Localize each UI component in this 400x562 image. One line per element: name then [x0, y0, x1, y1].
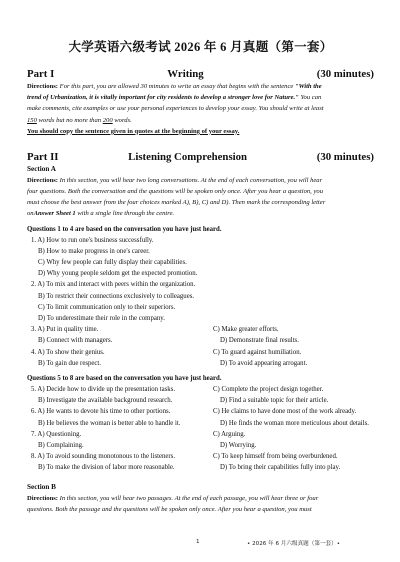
part1-dir-text-b: You can	[298, 94, 322, 102]
q7-option-a: 7. A) Questioning.	[31, 430, 82, 438]
q4-row-1	[27, 347, 374, 358]
q5-row-1	[27, 384, 374, 395]
q8-option-a: 8. A) To avoid sounding monotonous to the listeners.	[31, 453, 176, 461]
q6-option-a: 6. A) He wants to devote his time to other portions.	[31, 408, 171, 416]
part1-header	[27, 68, 374, 81]
q3-option-a: 3. A) Put in quality time.	[31, 326, 99, 334]
part2-name: Listening Comprehension	[128, 150, 248, 163]
q5-option-c: C) Complete the project design together.	[213, 386, 324, 394]
questions-5-8-heading: Questions 5 to 8 are based on the conversation you have just heard.	[27, 375, 222, 383]
document-title: 大学英语六级考试 2026 年 6 月真题（第一套）	[68, 40, 333, 54]
section-b-directions	[27, 493, 374, 515]
q2-option-c: C) To limit communication only to their superiors.	[38, 303, 176, 311]
q5-option-b: B) Investigate the available background research.	[38, 397, 173, 405]
q1-option-d: D) Why young people seldom get the expected promotion.	[38, 270, 198, 278]
word-max: 200	[102, 116, 113, 124]
part1-dir-text-a: For this part, you are allowed 30 minutes to write an essay that begins with the sentence	[58, 83, 295, 90]
part1-number: Part I	[27, 68, 55, 80]
q3-option-b: B) Connect with managers.	[38, 337, 113, 345]
directions-label: Directions:	[27, 494, 59, 502]
q6-row-1	[27, 406, 374, 417]
q2-option-d: D) To underestimate their role in the company.	[38, 315, 165, 323]
q8-row-2	[27, 462, 374, 473]
q5-option-a: 5. A) Decide how to divide up the presentation tasks.	[31, 386, 176, 394]
part1-name: Writing	[167, 68, 204, 80]
dirA-line-3: must choose the best answer from the four choices marked A), B), C) and D). Then mark the corresponding letter	[27, 199, 326, 207]
part2-header	[27, 151, 374, 164]
directions-label: Directions:	[27, 176, 59, 184]
part1-dir-end: words.	[112, 116, 132, 124]
part2-time: (30 minutes)	[316, 150, 374, 163]
dirA-line-4a: on	[27, 210, 34, 218]
q4-option-b: B) To gain due respect.	[38, 359, 102, 367]
part1-dir-mid: words but no more than	[36, 116, 103, 124]
q4-option-a: 4. A) To show their genius.	[31, 348, 105, 356]
part1-directions	[27, 81, 374, 126]
section-b-heading: Section B	[27, 482, 56, 491]
q8-option-b: B) To make the division of labor more reasonable.	[38, 464, 175, 472]
q5-row-2	[27, 395, 374, 406]
dirB-line-1: In this section, you will hear two passages. At the end of each passage, you will hear three or four	[58, 494, 319, 502]
q3-option-c: C) Make greater efforts.	[213, 326, 279, 334]
quote-line-2: trend of Urbanization, it is vitally important for city residents to develop a stronger love for Nature."	[27, 94, 299, 102]
q4-option-d: D) To avoid appearing arrogant.	[220, 359, 308, 367]
q7-option-d: D) Worrying.	[220, 442, 257, 450]
q7-option-c: C) Arguing.	[213, 430, 246, 438]
footer-text: • 2026 年 6 月六级真题（第一套）•	[247, 541, 341, 547]
answer-sheet-ref: Answer Sheet 1	[33, 210, 76, 218]
q2-option-b: B) To restrict their connections exclusively to colleagues.	[38, 292, 195, 300]
q6-option-d: D) He finds the woman more meticulous about details.	[220, 419, 369, 427]
dirA-line-1: In this section, you will hear two long conversations. At the end of each conversation, you will hear	[58, 176, 323, 184]
q7-row-2	[27, 440, 374, 451]
q4-option-c: C) To guard against humiliation.	[213, 348, 302, 356]
questions-1-4-heading: Questions 1 to 4 are based on the conversation you have just heard.	[27, 225, 222, 233]
dirB-line-2: questions. Both the passage and the questions will be spoken only once. After you hear a question, you must	[27, 505, 312, 513]
section-a-directions	[27, 175, 374, 220]
part1-dir-line-3: make comments, cite examples or use your personal experiences to develop your essay. You should write at least	[27, 105, 324, 113]
q6-option-c: C) He claims to have done most of the work already.	[213, 408, 357, 416]
q5-option-d: D) Find a suitable topic for their article.	[220, 397, 329, 405]
part1-time: (30 minutes)	[316, 68, 374, 80]
word-min: 150	[27, 116, 37, 124]
q3-row-1	[27, 324, 374, 335]
section-a-heading: Section A	[27, 164, 56, 173]
q2-option-a: 2. A) To mix and interact with peers within the organization.	[31, 281, 196, 289]
q4-row-2	[27, 358, 374, 369]
q6-row-2	[27, 418, 374, 429]
q3-row-2	[27, 335, 374, 346]
copy-sentence-note: You should copy the sentence given in quotes at the beginning of your essay.	[27, 127, 240, 135]
q1-option-b: B) How to make progress in one's career.	[38, 247, 150, 255]
part2-number: Part II	[27, 150, 59, 163]
q1-option-a: 1. A) How to run one's business successfully.	[31, 236, 154, 244]
q6-option-b: B) He believes the woman is better able to handle it.	[38, 419, 181, 427]
q8-option-d: D) To bring their capabilities fully into play.	[220, 464, 341, 472]
page-number: 1	[196, 539, 200, 545]
q3-option-d: D) Demonstrate final results.	[220, 337, 299, 345]
q8-row-1	[27, 451, 374, 462]
directions-label: Directions:	[27, 83, 59, 90]
q7-row-1	[27, 429, 374, 440]
q8-option-c: C) To keep himself from being overburdened.	[213, 453, 338, 461]
dirA-line-2: four questions. Both the conversation and the questions will be spoken only once. After you hear a question, you	[27, 188, 324, 196]
dirA-line-4b: with a single line through the centre.	[75, 210, 175, 218]
q7-option-b: B) Complaining.	[38, 442, 84, 450]
q1-option-c: C) Why few people can fully display their capabilities.	[38, 259, 187, 267]
quote-line-1: "With the	[294, 83, 322, 90]
